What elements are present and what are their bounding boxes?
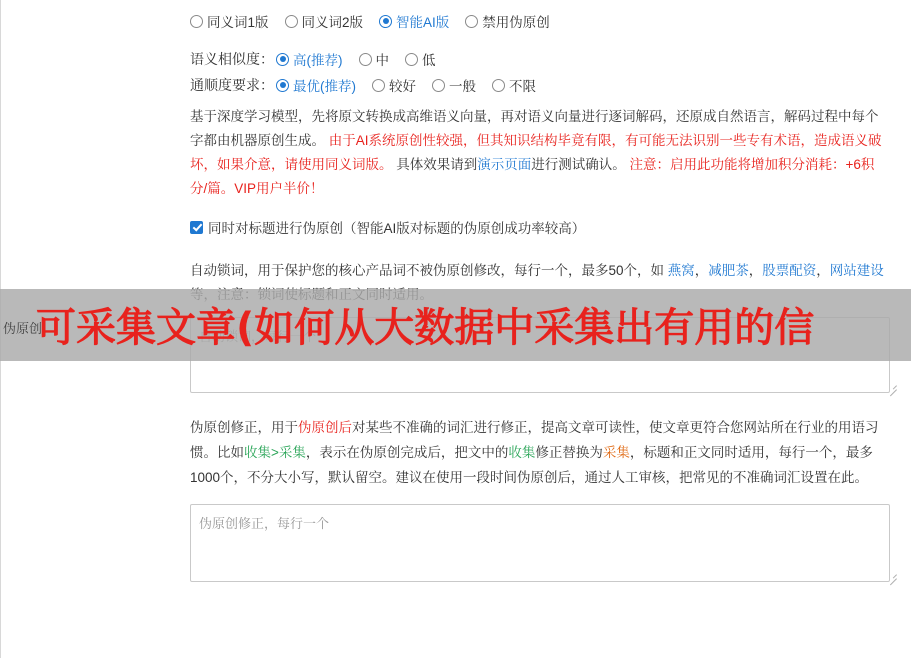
- fluency-option-label: 不限: [509, 79, 536, 94]
- desc-part1: 基于深度学习模型，先将原文转换成高维语义向量，再对语义向量进行逐词解码，还原成自然语言，解码过程中每个字都由机器原创生成。: [190, 109, 879, 148]
- similarity-option-high[interactable]: [276, 49, 343, 69]
- lock-sample-3: 股票配资: [762, 263, 817, 278]
- radio-icon: [285, 15, 298, 28]
- fix-words-textarea-wrap: [190, 504, 900, 582]
- similarity-radio-group[interactable]: [276, 49, 452, 69]
- overlay-banner-text: 可采集文章(如何从大数据中采集出有用的信: [36, 305, 815, 351]
- radio-icon-selected: [276, 79, 289, 92]
- fix-seg1: 伪原创修正，用于: [190, 420, 298, 435]
- similarity-option-label: 高(推荐): [293, 53, 343, 68]
- similarity-label: 语义相似度：: [190, 51, 274, 67]
- mode-option-label: 同义词1版: [207, 15, 269, 30]
- similarity-option-low[interactable]: [405, 49, 436, 69]
- radio-icon-selected: [276, 53, 289, 66]
- mode-option-label: 禁用伪原创: [482, 15, 550, 30]
- fix-seg5: ，表示在伪原创完成后，把文中的: [305, 445, 509, 460]
- similarity-option-label: 中: [375, 53, 389, 68]
- fluency-option-unlimited[interactable]: [492, 75, 536, 95]
- radio-icon: [492, 79, 505, 92]
- fix-seg8-target: 采集: [602, 445, 630, 460]
- desc-part4-warning: 注意：启用此功能将增加积分消耗：+6积分/篇。VIP用户半价！: [190, 157, 875, 196]
- title-pseudo-original-checkbox-row[interactable]: [190, 217, 900, 237]
- mode-option-disabled[interactable]: [465, 11, 550, 31]
- ghost-sidebar-label: 伪原创: [3, 321, 43, 336]
- fluency-option-label: 一般: [449, 79, 476, 94]
- similarity-row: [190, 49, 900, 69]
- fix-seg9: ，标题和正文同时适用，每行一个，最多1000个，不分大小写，默认留空。建议在使用一段时间伪原创后，通过人工审核，把常见的不准确词汇设置在此。: [190, 445, 873, 485]
- fluency-option-label: 最优(推荐): [293, 79, 356, 94]
- title-pseudo-original-label: 同时对标题进行伪原创（智能AI版对标题的伪原创成功率较高）: [208, 221, 586, 236]
- fluency-option-good[interactable]: [372, 75, 416, 95]
- radio-icon: [359, 53, 372, 66]
- mode-option-label: 同义词2版: [301, 15, 364, 30]
- radio-icon: [372, 79, 385, 92]
- ai-description-text: [190, 105, 890, 201]
- fluency-label: 通顺度要求：: [190, 77, 274, 93]
- fix-words-textarea[interactable]: [190, 504, 890, 582]
- lock-note-before: 自动锁词，用于保护您的核心产品词不被伪原创修改，每行一个，最多50个，如: [190, 263, 665, 278]
- fluency-option-normal[interactable]: [432, 75, 476, 95]
- similarity-option-medium[interactable]: [359, 49, 390, 69]
- mode-option-label: 智能AI版: [396, 15, 450, 30]
- fix-seg4-sample: 收集>采集: [244, 445, 306, 460]
- mode-option-synonym1[interactable]: [190, 11, 269, 31]
- fix-words-note: [190, 415, 895, 490]
- radio-icon: [432, 79, 445, 92]
- mode-option-synonym2[interactable]: [285, 11, 364, 31]
- mode-radio-group[interactable]: [190, 11, 900, 31]
- fluency-radio-group[interactable]: [276, 75, 552, 95]
- similarity-option-label: 低: [422, 53, 436, 68]
- demo-page-link[interactable]: 演示页面: [477, 157, 532, 172]
- fix-seg6-source: 收集: [508, 445, 536, 460]
- fluency-option-best[interactable]: [276, 75, 356, 95]
- lock-sample-2: 减肥茶: [708, 263, 749, 278]
- radio-icon: [405, 53, 418, 66]
- mode-option-ai[interactable]: [379, 11, 449, 31]
- desc-part3: 具体效果请到: [396, 157, 478, 172]
- radio-icon: [465, 15, 478, 28]
- checkbox-checked-icon[interactable]: [190, 221, 203, 234]
- radio-icon: [190, 15, 203, 28]
- desc-part3-tail: 进行测试确认。: [531, 157, 626, 172]
- desc-part2-warning: 由于AI系统原创性较强，但其知识结构毕竟有限，有可能无法识别一些专有术语，造成语义破坏，如果介意，请使用同义词版。: [190, 133, 882, 172]
- lock-words-note: 自动锁词，用于保护您的核心产品词不被伪原创修改，每行一个，最多50个，如 燕窝，减肥茶，股票配资，网站建设: [190, 259, 895, 307]
- fix-seg7: 修正替换为: [535, 445, 603, 460]
- lock-sample-1: 燕窝: [667, 263, 695, 278]
- fluency-option-label: 较好: [389, 79, 416, 94]
- lock-sample-4: 网站建设: [829, 263, 884, 278]
- fix-seg2: 伪原创后: [298, 420, 352, 435]
- fluency-row: [190, 75, 900, 95]
- radio-icon-selected: [379, 15, 392, 28]
- fix-seg3: 对某些不准确的词汇进行修正，提高文章可读性，使文章更符合您网站所在行业的用语习惯。比如: [190, 420, 879, 460]
